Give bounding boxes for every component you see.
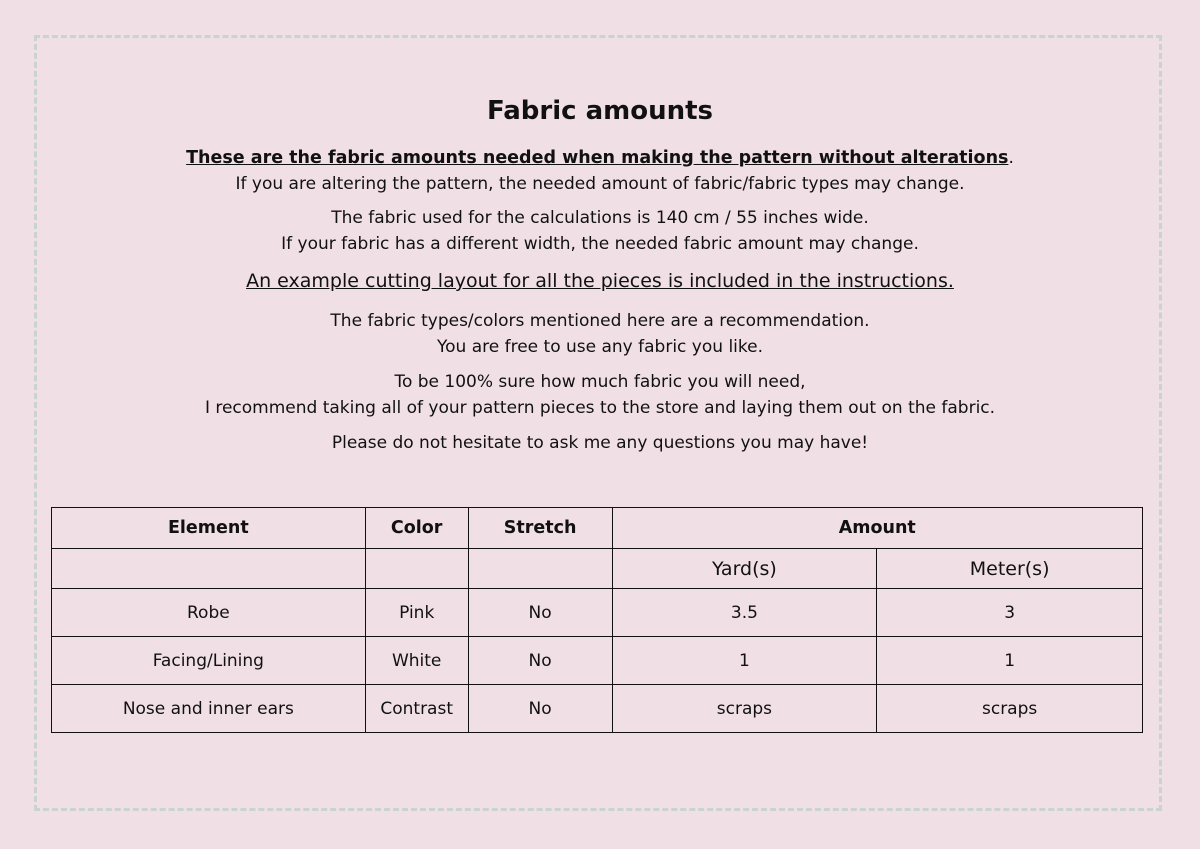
units-empty-cell bbox=[52, 549, 366, 589]
units-empty-cell bbox=[468, 549, 612, 589]
cell-element: Facing/Lining bbox=[52, 637, 366, 685]
cell-color: Contrast bbox=[365, 685, 468, 733]
sure-note-line1: To be 100% sure how much fabric you will need, bbox=[394, 372, 806, 392]
intro-lead-line bbox=[0, 145, 1200, 171]
cell-stretch: No bbox=[468, 685, 612, 733]
cell-element: Nose and inner ears bbox=[52, 685, 366, 733]
width-note bbox=[0, 205, 1200, 257]
intro-lead-suffix: . bbox=[1008, 148, 1014, 168]
table-row bbox=[52, 685, 1143, 733]
header-amount: Amount bbox=[612, 508, 1142, 549]
cell-stretch: No bbox=[468, 589, 612, 637]
cell-meters: 1 bbox=[877, 637, 1143, 685]
questions-note: Please do not hesitate to ask me any questions you may have! bbox=[331, 433, 869, 453]
table-units-row bbox=[52, 549, 1143, 589]
cell-meters: 3 bbox=[877, 589, 1143, 637]
intro-lead: These are the fabric amounts needed when making the pattern without alterations bbox=[186, 148, 1009, 168]
width-note-line1: The fabric used for the calculations is 140 cm / 55 inches wide. bbox=[331, 208, 869, 228]
intro-line2: If you are altering the pattern, the needed amount of fabric/fabric types may change. bbox=[235, 174, 965, 194]
cell-yards: scraps bbox=[612, 685, 877, 733]
table-row bbox=[52, 637, 1143, 685]
units-empty-cell bbox=[365, 549, 468, 589]
cell-color: White bbox=[365, 637, 468, 685]
cell-yards: 3.5 bbox=[612, 589, 877, 637]
table-row bbox=[52, 589, 1143, 637]
header-color: Color bbox=[365, 508, 468, 549]
layout-note: An example cutting layout for all the pieces is included in the instructions. bbox=[246, 270, 954, 292]
recommendation-line1: The fabric types/colors mentioned here are a recommendation. bbox=[330, 311, 870, 331]
fabric-table bbox=[51, 507, 1143, 733]
header-element: Element bbox=[52, 508, 366, 549]
page-title: Fabric amounts bbox=[486, 96, 713, 126]
units-meters: Meter(s) bbox=[877, 549, 1143, 589]
sure-note bbox=[0, 369, 1200, 421]
cell-stretch: No bbox=[468, 637, 612, 685]
cell-meters: scraps bbox=[877, 685, 1143, 733]
cell-color: Pink bbox=[365, 589, 468, 637]
width-note-line2: If your fabric has a different width, the needed fabric amount may change. bbox=[281, 234, 919, 254]
intro-block bbox=[0, 145, 1200, 197]
cell-element: Robe bbox=[52, 589, 366, 637]
header-stretch: Stretch bbox=[468, 508, 612, 549]
units-yards: Yard(s) bbox=[612, 549, 877, 589]
sure-note-line2: I recommend taking all of your pattern pieces to the store and laying them out on the fabric. bbox=[204, 398, 996, 418]
cell-yards: 1 bbox=[612, 637, 877, 685]
recommendation-note bbox=[0, 308, 1200, 360]
recommendation-line2: You are free to use any fabric you like. bbox=[437, 337, 763, 357]
table-header-row bbox=[52, 508, 1143, 549]
